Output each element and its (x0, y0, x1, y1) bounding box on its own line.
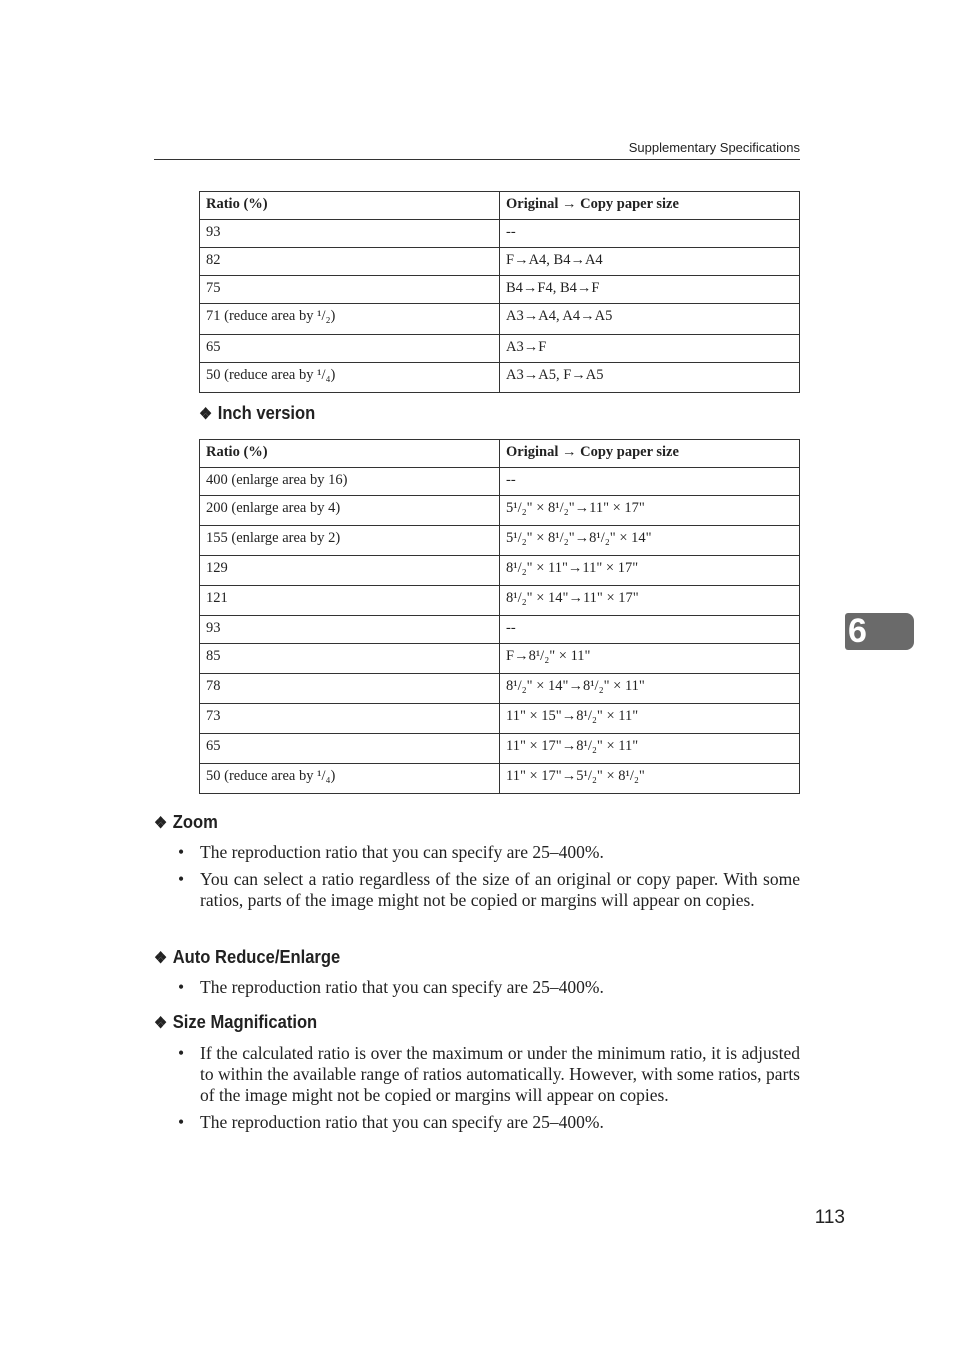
diamond-bullet-icon: ❖ (154, 815, 168, 832)
ratio-cell: 50 (reduce area by ¹/₄) (200, 764, 500, 794)
diamond-bullet-icon: ❖ (154, 950, 168, 967)
section-title-text: Zoom (172, 812, 218, 832)
ratio-cell: 85 (200, 644, 500, 674)
ratio-cell: 93 (200, 220, 500, 248)
ratio-cell: 65 (200, 734, 500, 764)
table-header-row (200, 192, 800, 220)
size-cell: F→A4, B4→A4 (500, 248, 800, 276)
size-cell: -- (500, 616, 800, 644)
col-header-ratio: Ratio (%) (200, 440, 500, 468)
list-item: • You can select a ratio regardless of the size of an original or copy paper. With some ratios, parts of the image might not be copied or margins will appear on copies. (176, 869, 800, 911)
table-row (200, 644, 800, 674)
size-cell: 5¹/₂" × 8¹/₂"→8¹/₂" × 14" (500, 526, 800, 556)
list-item: • The reproduction ratio that you can specify are 25–400%. (176, 842, 800, 863)
ratio-cell: 129 (200, 556, 500, 586)
table-row (200, 363, 800, 393)
size-cell: 8¹/₂" × 14"→11" × 17" (500, 586, 800, 616)
section-title-text: Auto Reduce/Enlarge (172, 947, 341, 967)
running-header (154, 138, 800, 160)
ratio-cell: 78 (200, 674, 500, 704)
auto-reduce-bullet-list (176, 977, 800, 1004)
inch-version-heading (199, 403, 315, 424)
list-item: • The reproduction ratio that you can specify are 25–400%. (176, 1112, 800, 1133)
table-row (200, 674, 800, 704)
size-cell: B4→F4, B4→F (500, 276, 800, 304)
inch-ratio-table (199, 439, 800, 794)
ratio-cell: 73 (200, 704, 500, 734)
table-header-row (200, 440, 800, 468)
chapter-number: 6 (848, 612, 867, 650)
table-row (200, 304, 800, 335)
ratio-cell: 200 (enlarge area by 4) (200, 496, 500, 526)
table-row (200, 764, 800, 794)
size-cell: 11" × 17"→5¹/₂" × 8¹/₂" (500, 764, 800, 794)
size-cell: F→8¹/₂" × 11" (500, 644, 800, 674)
size-cell: A3→A4, A4→A5 (500, 304, 800, 335)
col-header-ratio: Ratio (%) (200, 192, 500, 220)
table-row (200, 586, 800, 616)
size-magnification-heading (154, 1012, 317, 1033)
metric-ratio-table (199, 191, 800, 393)
chapter-tab (845, 613, 914, 650)
ratio-cell: 75 (200, 276, 500, 304)
table-row (200, 276, 800, 304)
header-title: Supplementary Specifications (628, 140, 800, 155)
page-number: 113 (814, 1207, 845, 1228)
table-row (200, 704, 800, 734)
section-title-text: Inch version (217, 403, 316, 423)
diamond-bullet-icon: ❖ (154, 1015, 168, 1032)
table-row (200, 468, 800, 496)
diamond-bullet-icon: ❖ (199, 406, 213, 423)
section-title-text: Size Magnification (172, 1012, 318, 1032)
col-header-size: Original → Copy paper size (500, 440, 800, 468)
list-item: • If the calculated ratio is over the maximum or under the minimum ratio, it is adjusted to within the available range of ratios automatically. However, with some ratios, parts of the image might not be copied or margins will appear on copies. (176, 1043, 800, 1106)
zoom-heading (154, 812, 218, 833)
size-cell: 8¹/₂" × 14"→8¹/₂" × 11" (500, 674, 800, 704)
zoom-bullet-list (176, 842, 800, 917)
ratio-cell: 50 (reduce area by ¹/₄) (200, 363, 500, 393)
list-item: • The reproduction ratio that you can specify are 25–400%. (176, 977, 800, 998)
table-row (200, 220, 800, 248)
table-row (200, 248, 800, 276)
size-magnification-bullet-list (176, 1043, 800, 1139)
ratio-cell: 121 (200, 586, 500, 616)
ratio-cell: 400 (enlarge area by 16) (200, 468, 500, 496)
table-row (200, 335, 800, 363)
size-cell: 11" × 15"→8¹/₂" × 11" (500, 704, 800, 734)
ratio-cell: 65 (200, 335, 500, 363)
col-header-size: Original → Copy paper size (500, 192, 800, 220)
table-row (200, 616, 800, 644)
size-cell: 5¹/₂" × 8¹/₂"→11" × 17" (500, 496, 800, 526)
table-row (200, 496, 800, 526)
ratio-cell: 155 (enlarge area by 2) (200, 526, 500, 556)
size-cell: 11" × 17"→8¹/₂" × 11" (500, 734, 800, 764)
size-cell: A3→F (500, 335, 800, 363)
size-cell: A3→A5, F→A5 (500, 363, 800, 393)
size-cell: -- (500, 220, 800, 248)
table-row (200, 526, 800, 556)
table-row (200, 556, 800, 586)
ratio-cell: 82 (200, 248, 500, 276)
table-row (200, 734, 800, 764)
auto-reduce-heading (154, 947, 340, 968)
ratio-cell: 71 (reduce area by ¹/₂) (200, 304, 500, 335)
size-cell: 8¹/₂" × 11"→11" × 17" (500, 556, 800, 586)
size-cell: -- (500, 468, 800, 496)
ratio-cell: 93 (200, 616, 500, 644)
